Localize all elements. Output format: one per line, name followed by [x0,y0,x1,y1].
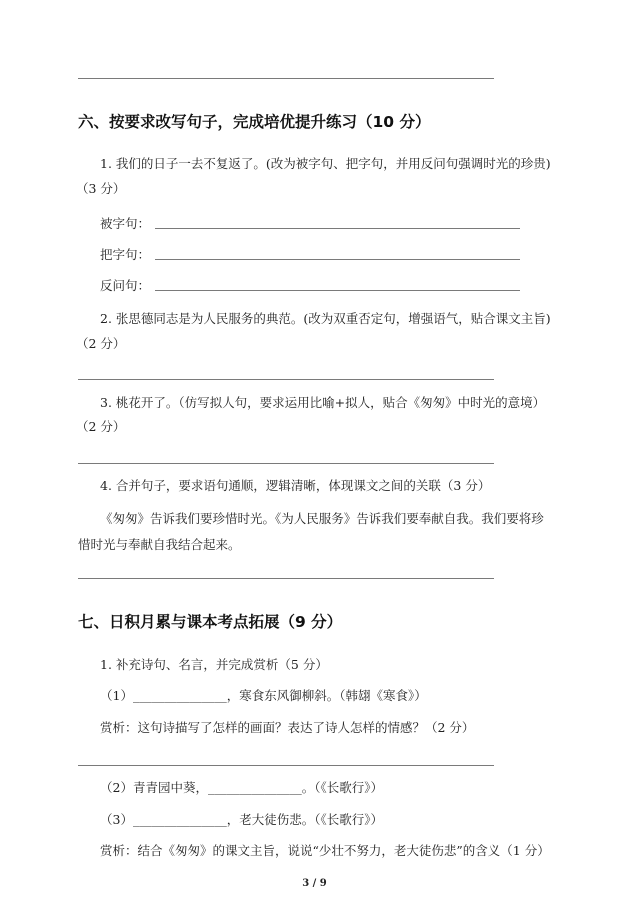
q3-text: 3. 桃花开了。（仿写拟人句，要求运用比喻+拟人，贴合《匆匆》中时光的意境） [100,395,546,410]
label-fan: 反问句： [100,278,151,293]
label-bei: 被字句： [100,216,151,231]
label-ba: 把字句： [100,247,151,262]
s7-item3: （3）_______________，老大徒伤悲。（《长歌行》） [100,812,383,827]
answer-line-bei[interactable] [155,228,520,229]
q1-score: （3 分） [76,181,126,196]
s7-item2: （2）青青园中葵，_______________。（《长歌行》） [100,780,383,795]
q4-line1: 《匆匆》告诉我们要珍惜时光。《为人民服务》告诉我们要奉献自我。我们要将珍 [100,511,544,526]
answer-line-ba[interactable] [155,259,520,260]
q4-text: 4. 合并句子，要求语句通顺，逻辑清晰，体现课文之间的关联（3 分） [100,478,491,493]
s7-analysis1: 赏析：这句诗描写了怎样的画面？表达了诗人怎样的情感？（2 分） [100,720,475,735]
s7-analysis2: 赏析：结合《匆匆》的课文主旨，说说“少壮不努力，老大徒伤悲”的含义（1 分） [100,843,550,858]
q2-score: （2 分） [76,336,126,351]
s7-q1-text: 1. 补充诗句、名言，并完成赏析（5 分） [100,657,328,672]
answer-line-q3[interactable] [78,463,494,464]
s7-item1: （1）_______________，寒食东风御柳斜。（韩翃《寒食》） [100,688,427,703]
answer-line-q2[interactable] [78,379,494,380]
section-7-title: 七、日积月累与课本考点拓展（9 分） [78,613,343,631]
q4-line2: 惜时光与奉献自我结合起来。 [78,537,241,552]
q3-score: （2 分） [76,419,126,434]
answer-line-q4[interactable] [78,578,494,579]
q2-text: 2. 张思德同志是为人民服务的典范。(改为双重否定句，增强语气，贴合课文主旨) [100,311,551,326]
answer-line[interactable] [78,78,494,79]
q1-text: 1. 我们的日子一去不复返了。(改为被字句、把字句，并用反问句强调时光的珍贵) [100,156,551,171]
answer-line-analysis1[interactable] [78,765,494,766]
page-number: 3 / 9 [302,878,327,889]
answer-line-fan[interactable] [155,290,520,291]
section-6-title: 六、按要求改写句子，完成培优提升练习（10 分） [78,113,431,131]
